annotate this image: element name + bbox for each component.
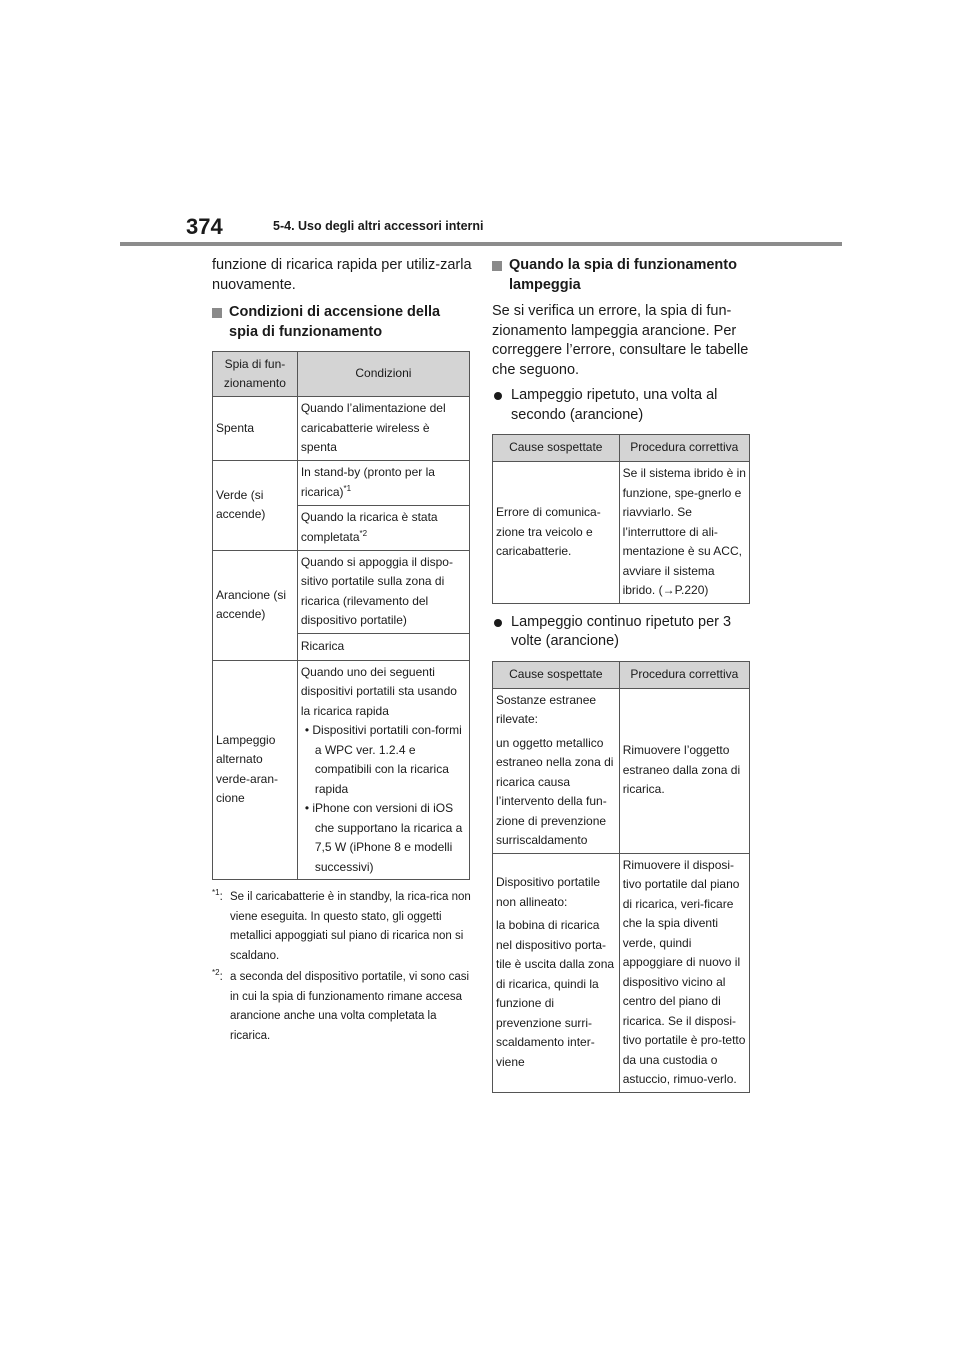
col-header-indicator: Spia di fun-zionamento <box>213 352 298 397</box>
bullet-item <box>494 613 754 652</box>
bullet-dot-icon <box>494 392 502 400</box>
footnote-mark: $^{*1}$: <box>212 888 223 903</box>
condition-cell: Quando si appoggia il dispo-sitivo portatile sulla zona di ricarica (rilevamento del dispositivo portatile) <box>297 550 469 633</box>
bullet-dot-icon <box>494 619 502 627</box>
condition-text: Quando la ricarica è stata completata <box>300 510 438 544</box>
cause-cell: Errore di comunica-zione tra veicolo e caricabatterie. <box>493 462 620 604</box>
cause-cell <box>493 853 620 1092</box>
table-row <box>213 397 470 461</box>
condition-cell <box>297 460 469 505</box>
condition-cell <box>297 660 469 880</box>
footnote <box>212 888 472 966</box>
condition-text: Quando uno dei seguenti dispositivi portatili sta usando la ricarica rapida <box>300 664 457 718</box>
status-cell: Spenta <box>213 397 298 461</box>
table-row <box>493 853 750 1092</box>
right-column <box>492 256 754 1093</box>
section-heading <box>492 256 754 295</box>
footnote-text: Se il caricabatterie è in standby, la rica-rica non viene eseguita. In questo stato, gli oggetti metallici appoggiati sul piano di ricarica non si scaldano. <box>230 891 471 962</box>
list-item: • Dispositivi portatili con-formi a WPC ver. 1.2.4 e compatibili con la ricarica rapida <box>315 721 466 799</box>
square-bullet-icon <box>212 308 222 318</box>
section-title: 5-4. Uso degli altri accessori interni <box>273 219 484 233</box>
col-header-conditions: Condizioni <box>297 352 469 397</box>
error-table-1 <box>492 434 750 604</box>
footnote-text: a seconda del dispositivo portatile, vi sono casi in cui la spia di funzionamento rimane accesa arancione anche una volta completata la ricarica. <box>230 971 470 1042</box>
table-header-row <box>493 661 750 688</box>
condition-cell: Ricarica <box>297 633 469 660</box>
cause-detail: un oggetto metallico estraneo nella zona di ricarica causa l’intervento della fun-zione di prevenzione surriscaldamento <box>496 735 614 847</box>
table-row <box>213 550 470 633</box>
status-cell: Arancione (si accende) <box>213 550 298 660</box>
condition-cell <box>297 505 469 550</box>
intro-text: funzione di ricarica rapida per utiliz-zarla nuovamente. <box>212 257 472 293</box>
header-rule <box>120 242 842 246</box>
table-row <box>213 660 470 880</box>
cause-title: Sostanze estranee rilevate: <box>496 692 597 726</box>
left-column <box>212 256 472 1046</box>
condition-text: In stand-by (pronto per la ricarica) <box>300 465 435 499</box>
error-table-2 <box>492 661 750 1093</box>
cause-title: Dispositivo portatile non allineato: <box>496 875 601 909</box>
procedure-cell: Rimuovere il disposi-tivo portatile dal piano di ricarica, veri-ficare che la spia diventi verde, quindi appoggiare di nuovo il dispositivo vicino al centro del piano di ricarica. Se il disposi-tivo portatile è pro-tetto da una custodia o astuccio, rimuo-verlo. <box>619 853 749 1092</box>
col-header-procedure: Procedura correttiva <box>619 435 749 462</box>
footnote <box>212 968 472 1046</box>
section-heading <box>212 303 472 342</box>
bullet-item <box>494 386 754 425</box>
cause-detail: la bobina di ricarica nel dispositivo porta-tile è uscita dalla zona di ricarica, quindi la funzione di prevenzione surri-scaldamento inter-viene <box>496 918 615 1069</box>
col-header-causes: Cause sospettate <box>493 661 620 688</box>
footnotes <box>212 888 472 1046</box>
col-header-causes: Cause sospettate <box>493 435 620 462</box>
footnote-ref: *1 <box>343 483 352 493</box>
table-row <box>493 688 750 853</box>
footnote-mark: $^{*2}$: <box>212 968 223 983</box>
page-number: 374 <box>186 214 223 239</box>
device-list <box>301 721 466 877</box>
condition-cell: Quando l’alimentazione del caricabatterie wireless è spenta <box>297 397 469 461</box>
footnote-ref: *2 <box>359 528 368 538</box>
list-item: • iPhone con versioni di iOS che supportano la ricarica a 7,5 W (iPhone 8 e modelli successivi) <box>315 799 466 877</box>
intro-text: Se si verifica un errore, la spia di fun-zionamento lampeggia arancione. Per correggere l’errore, consultare le tabelle che seguono. <box>492 303 749 378</box>
status-cell: Lampeggio alternato verde-aran-cione <box>213 660 298 880</box>
cause-cell <box>493 688 620 853</box>
square-bullet-icon <box>492 261 502 271</box>
table-row <box>493 462 750 604</box>
heading-text: Quando la spia di funzionamento lampeggia <box>509 257 737 293</box>
bullet-text: Lampeggio continuo ripetuto per 3 volte (arancione) <box>511 613 732 649</box>
bullet-text: Lampeggio ripetuto, una volta al secondo (arancione) <box>511 387 718 423</box>
table-row <box>213 460 470 505</box>
heading-text: Condizioni di accensione della spia di funzionamento <box>229 304 441 340</box>
status-cell: Verde (si accende) <box>213 460 298 550</box>
table-header-row <box>213 352 470 397</box>
procedure-cell: Se il sistema ibrido è in funzione, spe-gnerlo e riavviarlo. Se l’interruttore di ali-mentazione è su ACC, avviare il sistema ibrido. (→P.220) <box>619 462 749 604</box>
table-header-row <box>493 435 750 462</box>
indicator-conditions-table <box>212 351 470 880</box>
procedure-cell: Rimuovere l’oggetto estraneo dalla zona di ricarica. <box>619 688 749 853</box>
col-header-procedure: Procedura correttiva <box>619 661 749 688</box>
